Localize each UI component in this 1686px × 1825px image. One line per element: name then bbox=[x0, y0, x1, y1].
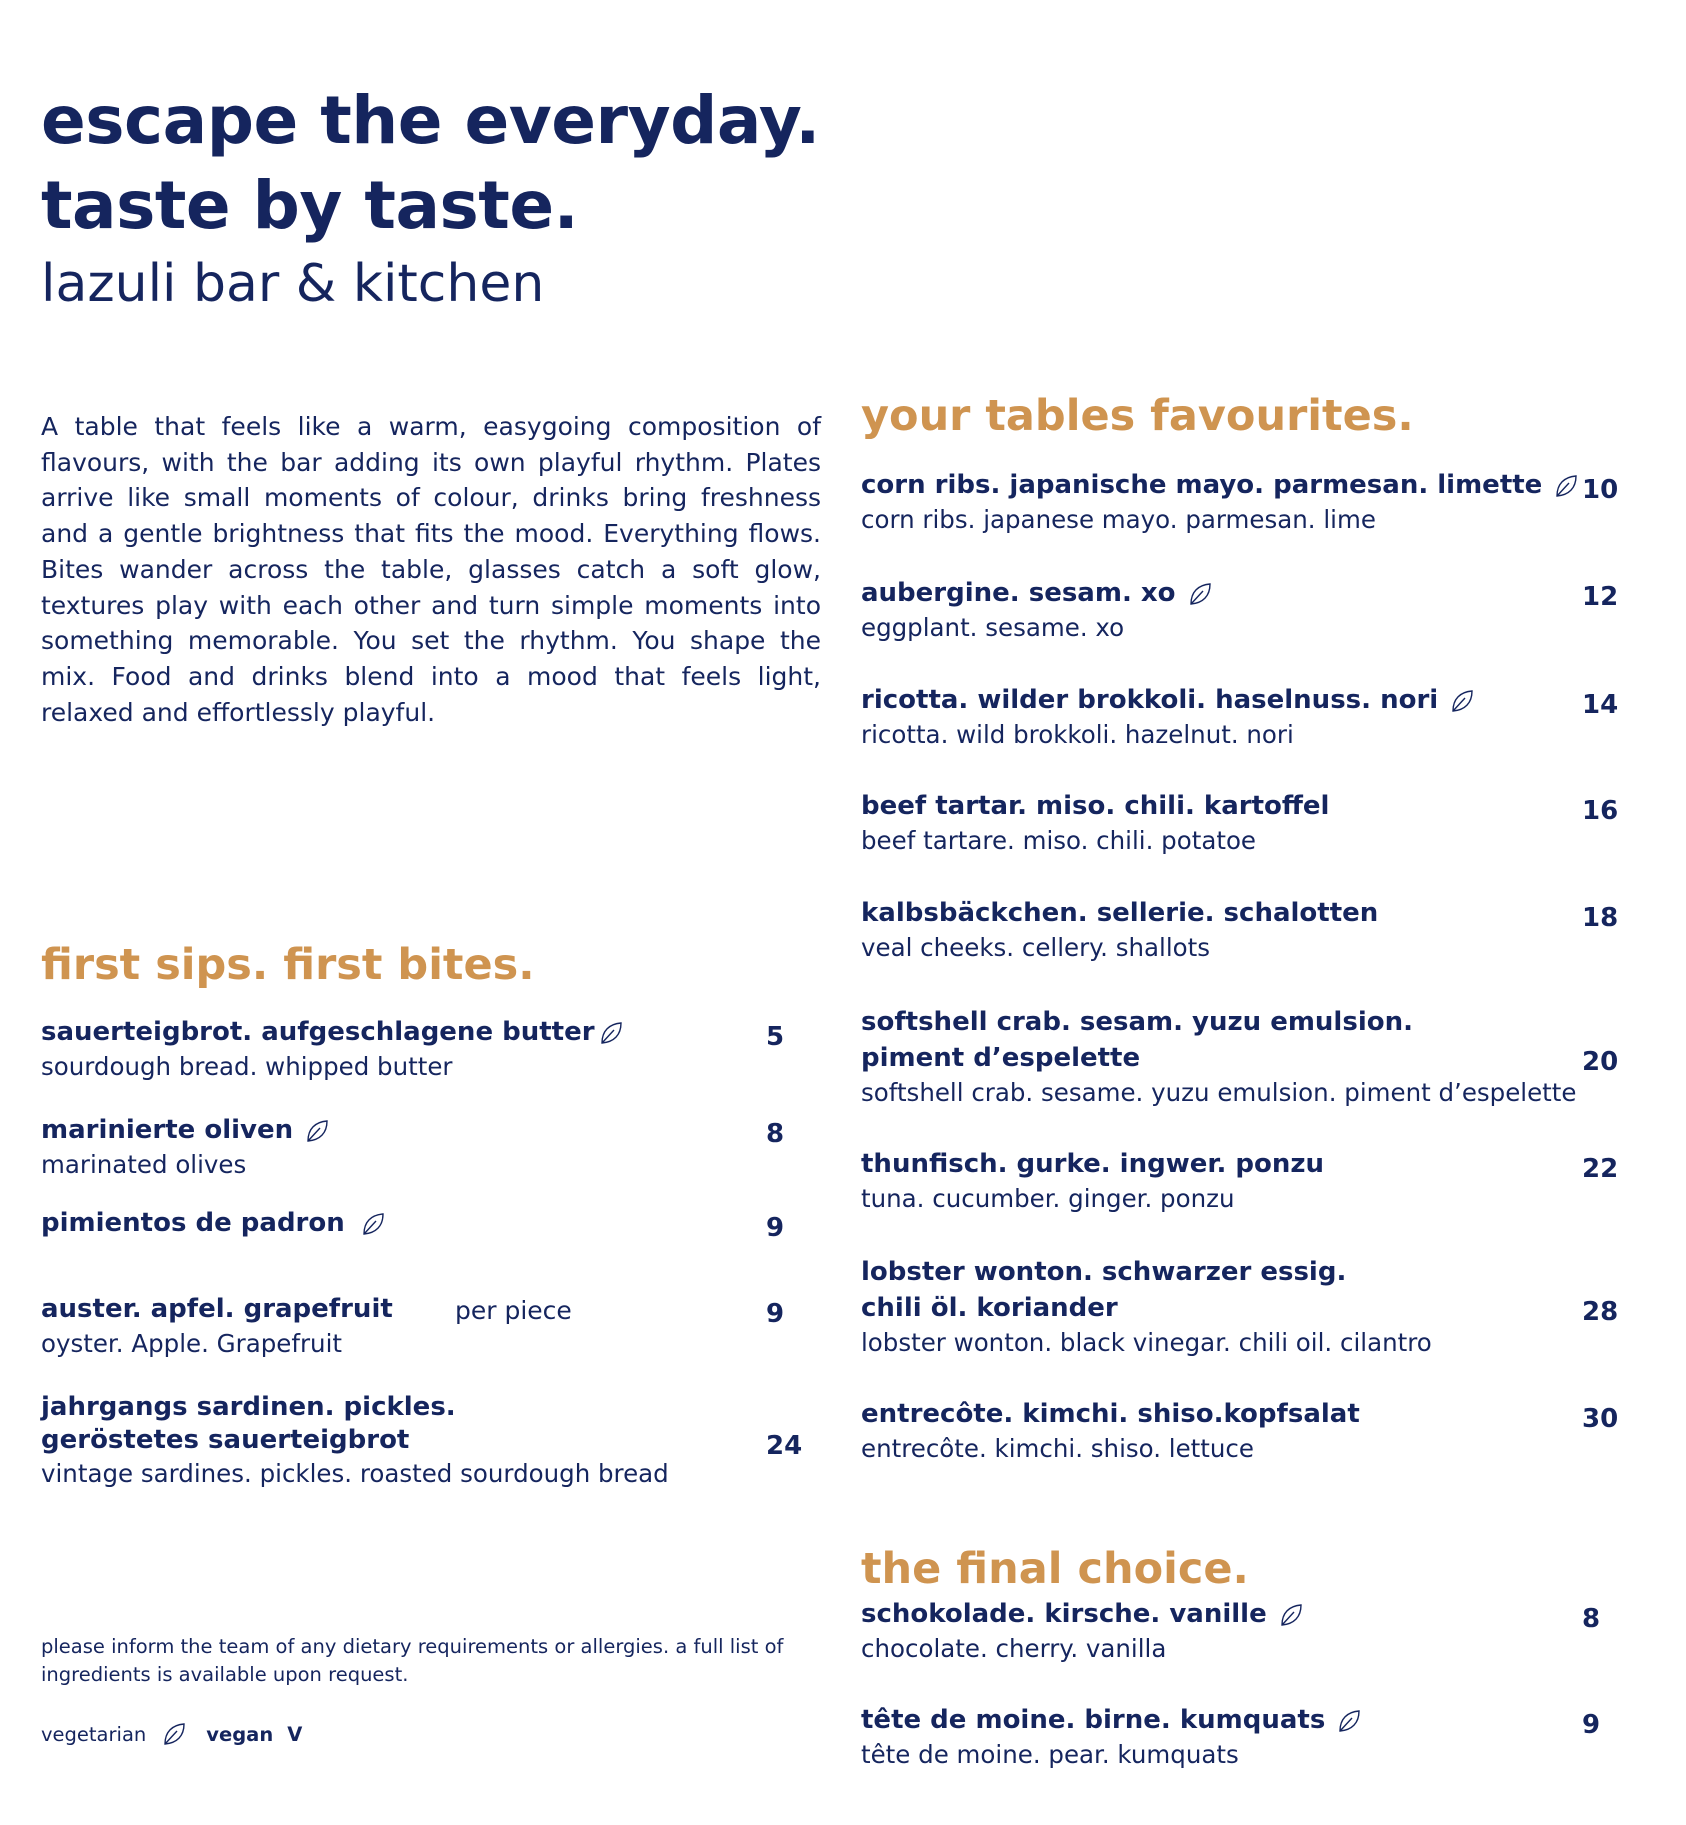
item-price: 18 bbox=[1582, 903, 1619, 933]
menu-item bbox=[41, 1206, 387, 1241]
item-name-en: sourdough bread. whipped butter bbox=[41, 1052, 453, 1081]
menu-item bbox=[861, 576, 1214, 645]
menu-item bbox=[861, 1703, 1363, 1772]
item-price: 14 bbox=[1582, 690, 1619, 720]
menu-item bbox=[861, 1147, 1324, 1216]
headline-line-1: escape the everyday. bbox=[41, 82, 820, 159]
leaf-icon bbox=[1448, 687, 1476, 715]
leaf-icon bbox=[1552, 472, 1580, 500]
item-name-de: beef tartar. miso. chili. kartoffel bbox=[861, 791, 1330, 821]
item-price: 28 bbox=[1582, 1297, 1619, 1327]
item-name-en: beef tartare. miso. chili. potatoe bbox=[861, 826, 1257, 855]
item-price: 8 bbox=[766, 1119, 785, 1149]
item-name-en: entrecôte. kimchi. shiso. lettuce bbox=[861, 1434, 1254, 1463]
item-name-de: tête de moine. birne. kumquats bbox=[861, 1705, 1326, 1735]
menu-item bbox=[861, 1397, 1360, 1466]
item-name-de: thunfisch. gurke. ingwer. ponzu bbox=[861, 1149, 1325, 1179]
item-name-en: ricotta. wild brokkoli. hazelnut. nori bbox=[861, 720, 1294, 749]
item-price: 9 bbox=[766, 1299, 785, 1329]
menu-item bbox=[41, 1292, 393, 1361]
vegetarian-label: vegetarian bbox=[41, 1722, 147, 1746]
item-name-de: lobster wonton. schwarzer essig. bbox=[861, 1257, 1347, 1287]
hero-headline bbox=[41, 78, 820, 248]
menu-item bbox=[41, 1391, 669, 1491]
leaf-icon bbox=[1335, 1707, 1363, 1735]
item-price: 8 bbox=[1582, 1604, 1601, 1634]
item-name-de: piment d’espelette bbox=[861, 1043, 1141, 1073]
item-price: 24 bbox=[766, 1431, 803, 1461]
leaf-icon bbox=[597, 1019, 625, 1047]
diet-legend bbox=[41, 1720, 302, 1748]
item-name-de: schokolade. kirsche. vanille bbox=[861, 1599, 1267, 1629]
item-name-de: sauerteigbrot. aufgeschlagene butter bbox=[41, 1017, 595, 1047]
item-name-de: jahrgangs sardinen. pickles. bbox=[41, 1392, 456, 1422]
item-name-de: marinierte oliven bbox=[41, 1115, 294, 1145]
item-price: 16 bbox=[1582, 796, 1619, 826]
menu-item bbox=[861, 789, 1329, 858]
item-name-en: corn ribs. japanese mayo. parmesan. lime bbox=[861, 505, 1376, 534]
item-name-en: vintage sardines. pickles. roasted sourdough bread bbox=[41, 1459, 669, 1488]
item-name-de: auster. apfel. grapefruit bbox=[41, 1294, 393, 1324]
item-price: 12 bbox=[1582, 582, 1619, 612]
leaf-icon bbox=[303, 1117, 331, 1145]
menu-item bbox=[861, 683, 1476, 752]
item-price: 9 bbox=[766, 1213, 785, 1243]
menu-item bbox=[861, 1254, 1432, 1360]
intro-paragraph: A table that feels like a warm, easygoing composition of flavours, with the bar adding its own playful rhythm. Plates arrive like small moments of colour, drinks bring freshness and a gentle brightness that fits the mood. Everything flows. Bites wander across the table, glasses catch a soft glow, textures play with each other and turn simple moments into something memorable. You set the rhythm. You shape the mix. Food and drinks blend into a mood that feels light, relaxed and effortlessly playful. bbox=[41, 412, 821, 727]
menu-item bbox=[861, 1597, 1305, 1666]
item-name-de: pimientos de padron bbox=[41, 1208, 345, 1238]
item-name-en: softshell crab. sesame. yuzu emulsion. piment d’espelette bbox=[861, 1078, 1577, 1107]
item-name-en: lobster wonton. black vinegar. chili oil. cilantro bbox=[861, 1328, 1432, 1357]
section-title-final-choice: the final choice. bbox=[861, 1544, 1249, 1594]
leaf-icon bbox=[359, 1210, 387, 1238]
leaf-icon bbox=[160, 1720, 188, 1748]
item-name-de: aubergine. sesam. xo bbox=[861, 578, 1176, 608]
item-name-en: veal cheeks. cellery. shallots bbox=[861, 933, 1211, 962]
menu-item bbox=[861, 896, 1378, 965]
item-name-en: tuna. cucumber. ginger. ponzu bbox=[861, 1184, 1235, 1213]
section-title-favourites: your tables favourites. bbox=[861, 391, 1414, 441]
item-name-en: chocolate. cherry. vanilla bbox=[861, 1634, 1167, 1663]
item-name-en: marinated olives bbox=[41, 1150, 247, 1179]
menu-item bbox=[41, 1015, 625, 1084]
vegan-label: vegan bbox=[206, 1722, 274, 1746]
item-name-de: geröstetes sauerteigbrot bbox=[41, 1425, 410, 1455]
menu-item bbox=[861, 1004, 1576, 1110]
item-price: 9 bbox=[1582, 1710, 1601, 1740]
leaf-icon bbox=[1277, 1601, 1305, 1629]
item-name-de: corn ribs. japanische mayo. parmesan. limette bbox=[861, 470, 1543, 500]
item-name-de: softshell crab. sesam. yuzu emulsion. bbox=[861, 1007, 1413, 1037]
item-name-en: oyster. Apple. Grapefruit bbox=[41, 1329, 342, 1358]
allergy-note: please inform the team of any dietary requirements or allergies. a full list of ingredients is available upon request. bbox=[41, 1635, 784, 1686]
item-price: 20 bbox=[1582, 1047, 1619, 1077]
menu-item bbox=[861, 468, 1580, 537]
headline-line-2: taste by taste. bbox=[41, 167, 579, 244]
item-note: per piece bbox=[455, 1296, 572, 1325]
item-name-en: eggplant. sesame. xo bbox=[861, 613, 1125, 642]
item-name-de: entrecôte. kimchi. shiso.kopfsalat bbox=[861, 1399, 1360, 1429]
section-title-first-bites: first sips. first bites. bbox=[41, 940, 535, 990]
restaurant-name: lazuli bar & kitchen bbox=[41, 254, 545, 314]
item-name-de: kalbsbäckchen. sellerie. schalotten bbox=[861, 898, 1379, 928]
vegan-symbol: V bbox=[287, 1722, 303, 1746]
item-price: 22 bbox=[1582, 1154, 1619, 1184]
item-price: 10 bbox=[1582, 475, 1619, 505]
item-name-en: tête de moine. pear. kumquats bbox=[861, 1740, 1239, 1769]
item-name-de: chili öl. koriander bbox=[861, 1293, 1118, 1323]
leaf-icon bbox=[1186, 580, 1214, 608]
item-price: 5 bbox=[766, 1022, 785, 1052]
menu-item bbox=[41, 1113, 331, 1182]
item-price: 30 bbox=[1582, 1404, 1619, 1434]
item-name-de: ricotta. wilder brokkoli. haselnuss. nori bbox=[861, 685, 1439, 715]
